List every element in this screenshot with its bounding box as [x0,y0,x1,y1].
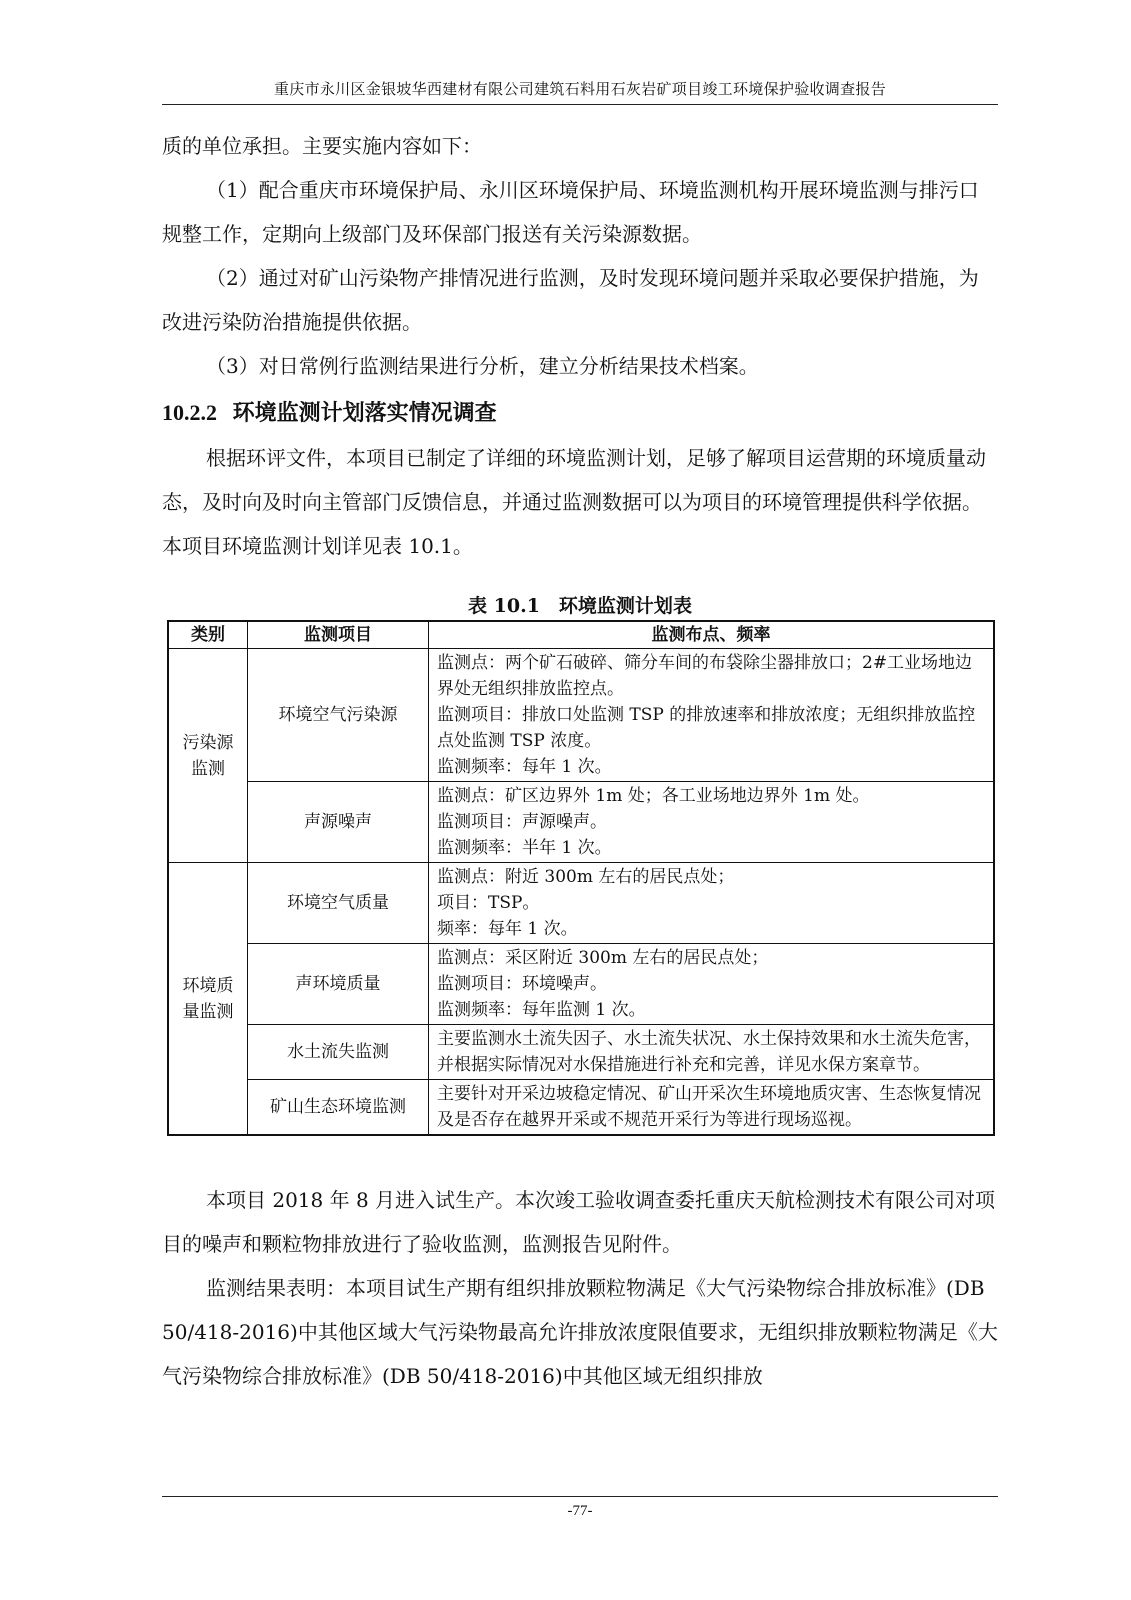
item-cell: 声源噪声 [248,782,429,863]
detail-line: 监测项目：声源噪声。 [437,812,607,832]
detail-cell [429,1080,995,1136]
section-body [162,436,998,568]
table-header-row [168,621,994,649]
closing-block [162,1178,998,1398]
closing-paragraph-1: 本项目 2018 年 8 月进入试生产。本次竣工验收调查委托重庆天航检测技术有限公司对项目的噪声和颗粒物排放进行了验收监测，监测报告见附件。 [162,1188,996,1256]
table-row [168,1080,994,1136]
intro-block [162,124,998,388]
section-number: 10.2.2 [162,400,217,425]
item-cell: 矿山生态环境监测 [248,1080,429,1136]
detail-line: 主要针对开采边坡稳定情况、矿山开采次生环境地质灾害、生态恢复情况及是否存在越界开采或不规范开采行为等进行现场巡视。 [437,1084,981,1130]
detail-cell [429,649,995,782]
header-category: 类别 [168,621,248,649]
category-cell [168,863,248,1136]
monitoring-plan-table [167,620,995,1136]
header-detail: 监测布点、频率 [429,621,995,649]
section-heading [162,396,497,427]
closing-paragraph-2: 监测结果表明：本项目试生产期有组织排放颗粒物满足《大气污染物综合排放标准》(DB 50/418-2016)中其他区域大气污染物最高允许排放浓度限值要求，无组织排放颗粒物满足《大气污染物综合排放标准》(DB 50/418-2016)中其他区域无组织排放 [162,1276,998,1388]
item-cell: 水土流失监测 [248,1025,429,1080]
table-row [168,782,994,863]
detail-line: 监测点：矿区边界外 1m 处；各工业场地边界外 1m 处。 [437,786,870,806]
detail-cell [429,863,995,944]
document-header: 重庆市永川区金银坡华西建材有限公司建筑石料用石灰岩矿项目竣工环境保护验收调查报告 [273,80,886,98]
detail-line: 监测项目：环境噪声。 [437,974,607,994]
detail-line: 监测频率：半年 1 次。 [437,838,612,858]
detail-line: 监测点：采区附近 300m 左右的居民点处； [437,948,769,968]
page-number: -77- [567,1503,593,1519]
detail-cell [429,1025,995,1080]
item-cell: 环境空气质量 [248,863,429,944]
detail-cell [429,944,995,1025]
detail-line: 频率：每年 1 次。 [437,919,578,939]
table-row [168,944,994,1025]
detail-line: 主要监测水土流失因子、水土流失状况、水土保持效果和水土流失危害，并根据实际情况对水保措施进行补充和完善，详见水保方案章节。 [437,1029,981,1075]
footer-divider [162,1496,998,1497]
intro-paragraph-2: （1）配合重庆市环境保护局、永川区环境保护局、环境监测机构开展环境监测与排污口规整工作，定期向上级部门及环保部门报送有关污染源数据。 [162,178,979,246]
item-cell: 环境空气污染源 [248,649,429,782]
detail-line: 项目：TSP。 [437,893,540,913]
detail-line: 监测频率：每年监测 1 次。 [437,1000,646,1020]
table-row [168,1025,994,1080]
category-cell [168,649,248,863]
table-row [168,863,994,944]
table-caption: 表 10.1 环境监测计划表 [468,595,692,617]
intro-paragraph-3: （2）通过对矿山污染物产排情况进行监测，及时发现环境问题并采取必要保护措施，为改进污染防治措施提供依据。 [162,266,979,334]
detail-line: 监测点：两个矿石破碎、筛分车间的布袋除尘器排放口；2#工业场地边界处无组织排放监控点。 [437,653,973,699]
intro-paragraph-1: 质的单位承担。主要实施内容如下： [162,134,482,158]
category-label: 环境质量监测 [182,975,234,1022]
intro-paragraph-4: （3）对日常例行监测结果进行分析，建立分析结果技术档案。 [206,354,759,378]
header-divider [162,104,998,105]
section-title: 环境监测计划落实情况调查 [232,400,497,426]
detail-line: 监测项目：排放口处监测 TSP 的排放速率和排放浓度；无组织排放监控点处监测 TSP 浓度。 [437,705,976,751]
item-cell: 声环境质量 [248,944,429,1025]
detail-line: 监测点：附近 300m 左右的居民点处； [437,867,735,887]
detail-line: 监测频率：每年 1 次。 [437,757,612,777]
section-paragraph: 根据环评文件，本项目已制定了详细的环境监测计划，足够了解项目运营期的环境质量动态，及时向及时向主管部门反馈信息，并通过监测数据可以为项目的环境管理提供科学依据。本项目环境监测计划详见表 10.1。 [162,446,986,558]
table-row [168,649,994,782]
header-item: 监测项目 [248,621,429,649]
category-label: 污染源监测 [182,732,234,779]
detail-cell [429,782,995,863]
